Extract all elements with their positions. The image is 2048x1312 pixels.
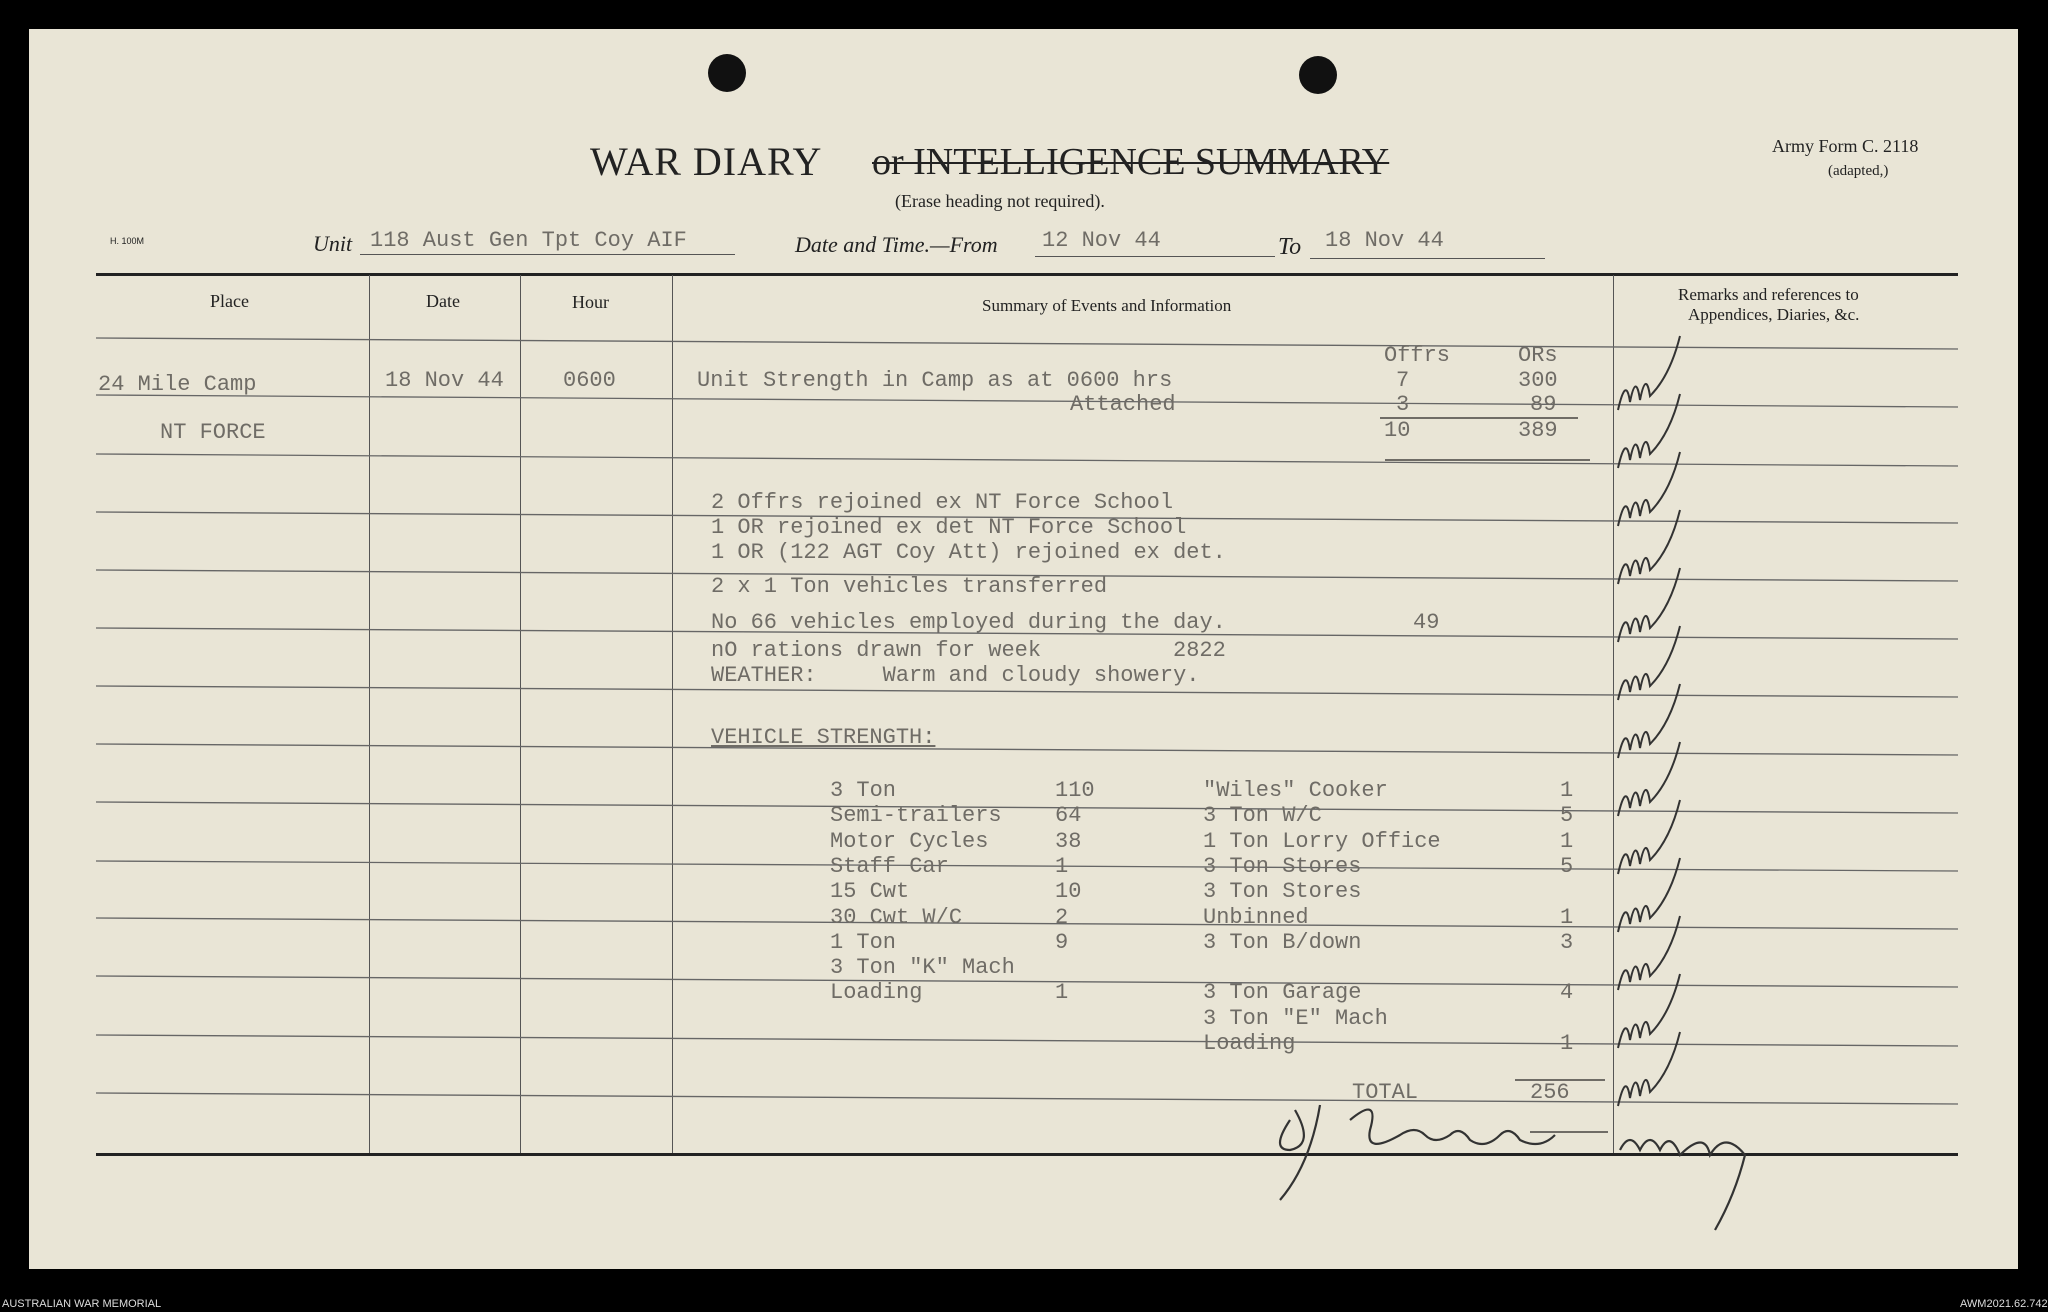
event-line: 2 x 1 Ton vehicles transferred bbox=[711, 574, 1108, 599]
total-value: 256 bbox=[1530, 1080, 1570, 1105]
vehicle-type: 3 Ton bbox=[830, 778, 897, 803]
vehicle-qty: 10 bbox=[1055, 879, 1082, 905]
hour-value: 0600 bbox=[563, 368, 616, 393]
form-code: H. 100M bbox=[110, 236, 145, 246]
signature-strokes bbox=[1280, 1105, 1745, 1230]
attached-label: Attached bbox=[1070, 392, 1176, 417]
vehicle-qty: 1 bbox=[1560, 904, 1574, 930]
vehicle-qty: 5 bbox=[1560, 803, 1574, 829]
vehicle-type: 3 Ton B/down bbox=[1203, 929, 1362, 955]
vehicle-type: Motor Cycles bbox=[830, 828, 989, 854]
vehicles-employed: 49 bbox=[1413, 610, 1440, 635]
vehicle-qty: 64 bbox=[1055, 803, 1082, 829]
vehicle-qty: 1 bbox=[1560, 1031, 1574, 1056]
vehicle-qty: 4 bbox=[1560, 980, 1574, 1006]
strength-line: Unit Strength in Camp as at 0600 hrs bbox=[697, 368, 1173, 393]
ors-attached: 89 bbox=[1530, 392, 1557, 417]
from-value: 12 Nov 44 bbox=[1042, 228, 1161, 253]
vehicle-type: Staff Car bbox=[830, 853, 949, 879]
ors-heading: ORs bbox=[1518, 343, 1558, 368]
event-line: 2 Offrs rejoined ex NT Force School bbox=[711, 490, 1174, 515]
footer-credit: AUSTRALIAN WAR MEMORIAL bbox=[2, 1298, 162, 1310]
col-header-date: Date bbox=[426, 291, 460, 311]
vehicle-type: 3 Ton "E" Mach bbox=[1203, 1005, 1388, 1031]
vehicle-type: 3 Ton "K" Mach bbox=[830, 955, 1015, 981]
title-war-diary: WAR DIARY bbox=[590, 139, 823, 184]
to-value: 18 Nov 44 bbox=[1325, 228, 1444, 253]
adapted-label: (adapted,) bbox=[1828, 163, 1889, 179]
vehicle-type: 15 Cwt bbox=[830, 879, 910, 905]
vehicle-type: 1 Ton Lorry Office bbox=[1203, 828, 1441, 854]
col-header-remarks: Remarks and references to bbox=[1678, 285, 1859, 304]
event-line: 1 OR (122 AGT Coy Att) rejoined ex det. bbox=[711, 540, 1226, 565]
vehicle-strength-heading: VEHICLE STRENGTH: bbox=[711, 725, 936, 750]
vehicle-type: 30 Cwt W/C bbox=[830, 904, 963, 930]
subtitle: (Erase heading not required). bbox=[895, 191, 1105, 211]
vehicle-qty: 1 bbox=[1560, 828, 1574, 854]
offrs-total: 10 bbox=[1384, 418, 1411, 443]
rations-count: 2822 bbox=[1173, 638, 1226, 663]
title-struck: or INTELLIGENCE SUMMARY bbox=[872, 141, 1390, 183]
initials-marks bbox=[1618, 336, 1680, 1106]
date-from-label: Date and Time.—From bbox=[795, 232, 998, 257]
vehicle-qty: 2 bbox=[1055, 904, 1069, 930]
place-value: 24 Mile Camp bbox=[98, 372, 257, 397]
to-label: To bbox=[1278, 234, 1302, 260]
vehicle-qty: 1 bbox=[1560, 778, 1574, 803]
date-value: 18 Nov 44 bbox=[385, 368, 504, 393]
place-force: NT FORCE bbox=[160, 420, 266, 445]
unit-label: Unit bbox=[313, 231, 353, 256]
col-header-place: Place bbox=[210, 291, 249, 311]
vehicle-type: 1 Ton bbox=[830, 929, 897, 955]
total-label: TOTAL bbox=[1352, 1080, 1419, 1105]
weather-line: WEATHER: Warm and cloudy showery. bbox=[711, 663, 1200, 688]
col-header-summary: Summary of Events and Information bbox=[982, 296, 1232, 315]
col-header-remarks-2: Appendices, Diaries, &c. bbox=[1688, 305, 1860, 324]
event-line: No 66 vehicles employed during the day. bbox=[711, 610, 1226, 635]
vehicle-qty: 3 bbox=[1560, 929, 1574, 955]
vehicle-type: "Wiles" Cooker bbox=[1203, 778, 1388, 803]
vehicle-qty: 9 bbox=[1055, 929, 1069, 955]
event-line: nO rations drawn for week bbox=[711, 638, 1042, 663]
vehicle-type: Unbinned bbox=[1203, 904, 1309, 930]
vehicle-type: 3 Ton W/C bbox=[1203, 803, 1322, 829]
vehicle-qty: 1 bbox=[1055, 853, 1069, 879]
vehicle-qty: 5 bbox=[1560, 853, 1574, 879]
unit-value: 118 Aust Gen Tpt Coy AIF bbox=[370, 228, 687, 253]
vehicle-type: 3 Ton Stores bbox=[1203, 853, 1362, 879]
vehicle-type: Loading bbox=[1203, 1031, 1296, 1056]
event-line: 1 OR rejoined ex det NT Force School bbox=[711, 515, 1187, 540]
offrs-heading: Offrs bbox=[1384, 343, 1451, 368]
vehicle-type: 3 Ton Stores bbox=[1203, 879, 1362, 905]
col-header-hour: Hour bbox=[572, 292, 609, 312]
vehicle-qty: 1 bbox=[1055, 980, 1069, 1006]
offrs-attached: 3 bbox=[1396, 392, 1410, 417]
vehicle-type: Loading bbox=[830, 980, 923, 1006]
vehicle-type: Semi-trailers bbox=[830, 803, 1002, 829]
vehicle-qty: 38 bbox=[1055, 828, 1082, 854]
ors-value: 300 bbox=[1518, 368, 1558, 393]
ors-total: 389 bbox=[1518, 418, 1558, 443]
vehicle-qty: 110 bbox=[1055, 778, 1095, 803]
offrs-value: 7 bbox=[1396, 368, 1410, 393]
footer-accession: AWM2021.62.742 bbox=[1960, 1298, 2048, 1310]
vehicle-type: 3 Ton Garage bbox=[1203, 980, 1362, 1006]
army-form-label: Army Form C. 2118 bbox=[1772, 136, 1919, 156]
